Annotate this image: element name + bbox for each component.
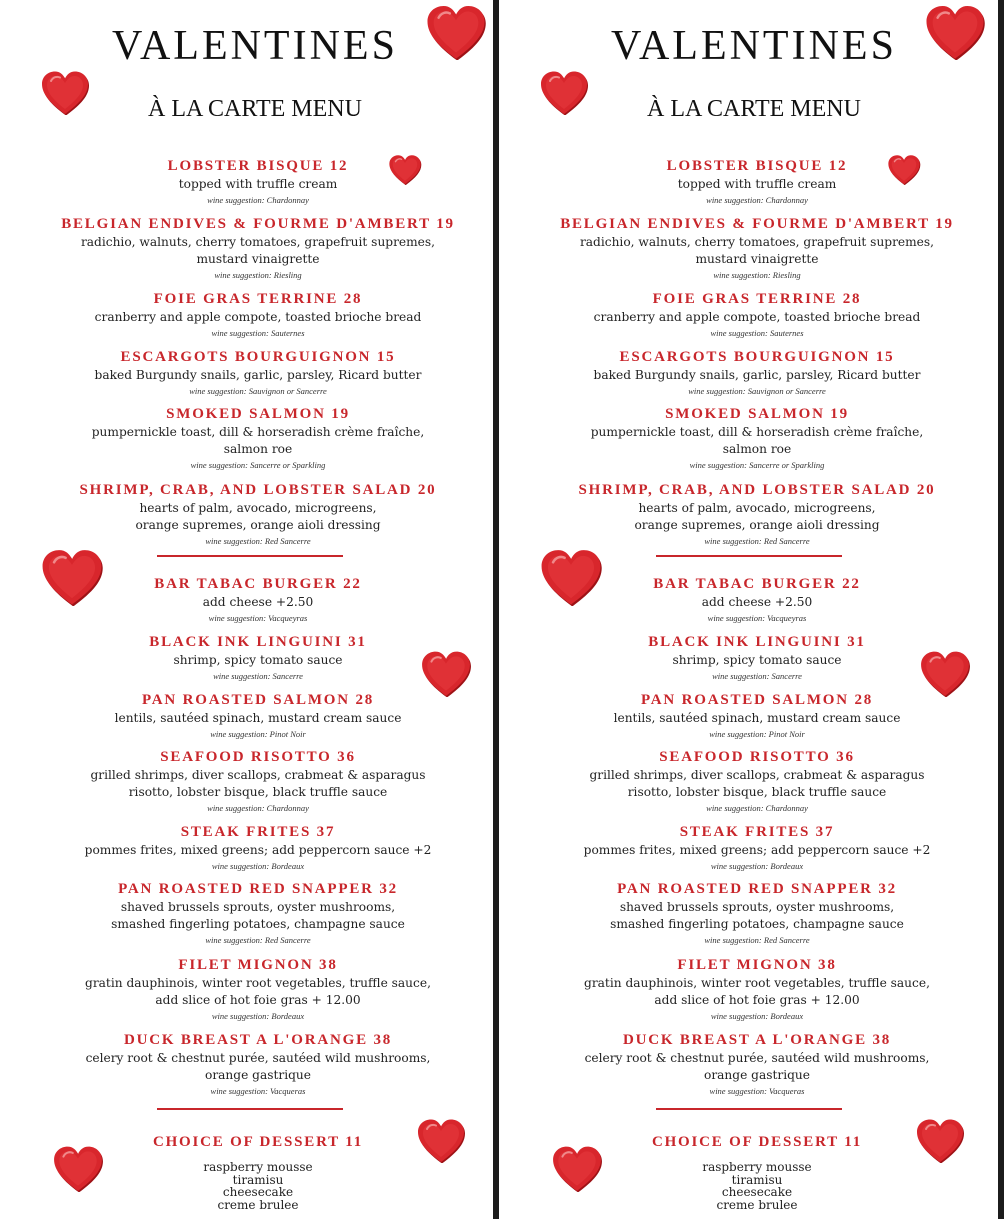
menu-item-name: ESCARGOTS BOURGUIGNON 15 (619, 349, 895, 365)
menu-item-description: baked Burgundy snails, garlic, parsley, Ricard butter (94, 368, 422, 382)
menu-item (0, 823, 493, 873)
menu-item-name: DUCK BREAST A L'ORANGE 38 (622, 1032, 892, 1048)
menu-item-description: orange gastrique (704, 1068, 810, 1082)
wine-suggestion: wine suggestion: Sauternes (710, 328, 804, 338)
menu-item-description: topped with truffle cream (677, 177, 837, 191)
menu-item-description: gratin dauphinois, winter root vegetables, truffle sauce, (85, 976, 431, 990)
menu-subtitle: À LA CARTE MENU (647, 96, 861, 122)
menu-item-description: gratin dauphinois, winter root vegetables, truffle sauce, (584, 976, 930, 990)
heart-icon (416, 1118, 466, 1163)
menu-item-name: SEAFOOD RISOTTO 36 (160, 749, 356, 765)
menu-item-description: orange gastrique (205, 1068, 311, 1082)
menu-subtitle: À LA CARTE MENU (148, 96, 362, 122)
menu-item-name: FOIE GRAS TERRINE 28 (153, 291, 363, 307)
menu-item (499, 348, 998, 398)
menu-item-name: BELGIAN ENDIVES & FOURME D'AMBERT 19 (560, 216, 954, 232)
menu-item-description: add slice of hot foie gras + 12.00 (654, 993, 860, 1007)
menu-item-name: BAR TABAC BURGER 22 (154, 576, 362, 592)
menu-item-description: mustard vinaigrette (695, 252, 819, 266)
wine-suggestion: wine suggestion: Chardonnay (706, 803, 808, 813)
menu-item-name: LOBSTER BISQUE 12 (167, 158, 349, 174)
wine-suggestion: wine suggestion: Sancerre (213, 671, 303, 681)
wine-suggestion: wine suggestion: Chardonnay (706, 195, 808, 205)
heart-icon (52, 1145, 104, 1192)
menu-item-name: BELGIAN ENDIVES & FOURME D'AMBERT 19 (61, 216, 455, 232)
heart-icon (924, 4, 986, 60)
wine-suggestion: wine suggestion: Bordeaux (211, 861, 305, 871)
menu-item-description: salmon roe (223, 442, 293, 456)
heart-icon (539, 548, 603, 606)
menu-item-description: shrimp, spicy tomato sauce (173, 653, 343, 667)
menu-item-description: grilled shrimps, diver scallops, crabmeat & asparagus (90, 768, 426, 782)
wine-suggestion: wine suggestion: Vacqueyras (208, 613, 308, 623)
wine-suggestion: wine suggestion: Riesling (713, 270, 801, 280)
wine-suggestion: wine suggestion: Chardonnay (207, 195, 309, 205)
menu-item-name: LOBSTER BISQUE 12 (666, 158, 848, 174)
wine-suggestion: wine suggestion: Red Sancerre (205, 935, 311, 945)
wine-suggestion: wine suggestion: Bordeaux (710, 1011, 804, 1021)
menu-item-description: pumpernickle toast, dill & horseradish crème fraîche, (590, 425, 924, 439)
menu-item (0, 405, 493, 472)
heart-icon (388, 154, 422, 185)
menu-item-name: FILET MIGNON 38 (178, 957, 338, 973)
section-rule (656, 1108, 842, 1110)
menu-item-description: celery root & chestnut purée, sautéed wild mushrooms, (584, 1051, 930, 1065)
menu-item-description: add cheese +2.50 (701, 595, 813, 609)
section-rule (656, 555, 842, 557)
wine-suggestion: wine suggestion: Sauternes (211, 328, 305, 338)
section-rule (157, 555, 343, 557)
menu-item-description: shaved brussels sprouts, oyster mushrooms, (120, 900, 396, 914)
dessert-item: cheesecake (721, 1185, 793, 1199)
menu-item (0, 956, 493, 1023)
dessert-item: tiramisu (232, 1172, 284, 1187)
menu-item-description: salmon roe (722, 442, 792, 456)
menu-item-description: hearts of palm, avocado, microgreens, (139, 501, 377, 515)
menu-item (499, 1031, 998, 1098)
menu-item (499, 748, 998, 815)
menu-item-description: add slice of hot foie gras + 12.00 (155, 993, 361, 1007)
wine-suggestion: wine suggestion: Sauvignon or Sancerre (688, 386, 826, 396)
wine-suggestion: wine suggestion: Vacqueyras (707, 613, 807, 623)
menu-item (499, 823, 998, 873)
dessert-item: creme brulee (217, 1197, 299, 1212)
heart-icon (539, 70, 589, 115)
heart-icon (40, 548, 104, 606)
menu-item-description: pommes frites, mixed greens; add peppercorn sauce +2 (84, 843, 432, 857)
menu-item-description: shrimp, spicy tomato sauce (672, 653, 842, 667)
dessert-item: creme brulee (716, 1197, 798, 1212)
menu-title: VALENTINES (611, 23, 897, 69)
menu-panel-right (499, 0, 998, 1219)
wine-suggestion: wine suggestion: Red Sancerre (704, 935, 810, 945)
menu-item-description: grilled shrimps, diver scallops, crabmeat & asparagus (589, 768, 925, 782)
menu-item (499, 405, 998, 472)
heart-icon (915, 1118, 965, 1163)
menu-item-description: lentils, sautéed spinach, mustard cream sauce (613, 711, 901, 725)
section-rule (157, 1108, 343, 1110)
dessert-item: tiramisu (731, 1172, 783, 1187)
wine-suggestion: wine suggestion: Pinot Noir (210, 729, 306, 739)
menu-item-description: radichio, walnuts, cherry tomatoes, grapefruit supremes, (579, 235, 935, 249)
menu-item-name: BLACK INK LINGUINI 31 (648, 634, 866, 650)
menu-item (0, 215, 493, 282)
wine-suggestion: wine suggestion: Bordeaux (710, 861, 804, 871)
menu-item (0, 290, 493, 340)
wine-suggestion: wine suggestion: Pinot Noir (709, 729, 805, 739)
dessert-item: raspberry mousse (702, 1160, 812, 1174)
menu-item (499, 481, 998, 548)
menu-item-description: shaved brussels sprouts, oyster mushrooms, (619, 900, 895, 914)
menu-item (499, 290, 998, 340)
wine-suggestion: wine suggestion: Sancerre or Sparkling (689, 460, 825, 470)
menu-item-name: PAN ROASTED RED SNAPPER 32 (118, 881, 398, 897)
menu-item-name: FOIE GRAS TERRINE 28 (652, 291, 862, 307)
menu-item-description: risotto, lobster bisque, black truffle sauce (128, 785, 388, 799)
menu-item-name: STEAK FRITES 37 (180, 824, 336, 840)
menu-item-description: pommes frites, mixed greens; add peppercorn sauce +2 (583, 843, 931, 857)
menu-item (0, 481, 493, 548)
menu-item-name: SHRIMP, CRAB, AND LOBSTER SALAD 20 (79, 482, 437, 498)
menu-item-name: BLACK INK LINGUINI 31 (149, 634, 367, 650)
menu-item (499, 691, 998, 741)
right-edge-border (998, 0, 1004, 1219)
menu-item (0, 691, 493, 741)
menu-item-name: PAN ROASTED RED SNAPPER 32 (617, 881, 897, 897)
wine-suggestion: wine suggestion: Sancerre or Sparkling (190, 460, 326, 470)
dessert-item: raspberry mousse (203, 1160, 313, 1174)
wine-suggestion: wine suggestion: Red Sancerre (704, 536, 810, 546)
wine-suggestion: wine suggestion: Chardonnay (207, 803, 309, 813)
menu-item-description: radichio, walnuts, cherry tomatoes, grapefruit supremes, (80, 235, 436, 249)
menu-item-description: topped with truffle cream (178, 177, 338, 191)
menu-item-description: celery root & chestnut purée, sautéed wild mushrooms, (85, 1051, 431, 1065)
menu-item-name: STEAK FRITES 37 (679, 824, 835, 840)
wine-suggestion: wine suggestion: Sancerre (712, 671, 802, 681)
heart-icon (420, 650, 472, 697)
menu-item-description: cranberry and apple compote, toasted brioche bread (593, 310, 921, 324)
menu-item (0, 748, 493, 815)
menu-item-description: smashed fingerling potatoes, champagne sauce (610, 917, 904, 931)
menu-item-name: BAR TABAC BURGER 22 (653, 576, 861, 592)
menu-title: VALENTINES (112, 23, 398, 69)
menu-item-description: hearts of palm, avocado, microgreens, (638, 501, 876, 515)
dessert-title: CHOICE OF DESSERT 11 (152, 1134, 364, 1150)
menu-item-description: risotto, lobster bisque, black truffle sauce (627, 785, 887, 799)
menu-item-description: orange supremes, orange aioli dressing (634, 518, 880, 532)
heart-icon (551, 1145, 603, 1192)
wine-suggestion: wine suggestion: Vacqueras (709, 1086, 805, 1096)
heart-icon (919, 650, 971, 697)
menu-item (0, 1031, 493, 1098)
menu-item-description: add cheese +2.50 (202, 595, 314, 609)
wine-suggestion: wine suggestion: Bordeaux (211, 1011, 305, 1021)
dessert-item: cheesecake (222, 1185, 294, 1199)
menu-item-description: pumpernickle toast, dill & horseradish crème fraîche, (91, 425, 425, 439)
menu-item-name: SHRIMP, CRAB, AND LOBSTER SALAD 20 (578, 482, 936, 498)
menu-item-name: SEAFOOD RISOTTO 36 (659, 749, 855, 765)
menu-item-description: orange supremes, orange aioli dressing (135, 518, 381, 532)
menu-item-description: cranberry and apple compote, toasted brioche bread (94, 310, 422, 324)
heart-icon (425, 4, 487, 60)
menu-item (499, 215, 998, 282)
menu-item-name: DUCK BREAST A L'ORANGE 38 (123, 1032, 393, 1048)
wine-suggestion: wine suggestion: Riesling (214, 270, 302, 280)
menu-item (0, 348, 493, 398)
menu-item-description: lentils, sautéed spinach, mustard cream sauce (114, 711, 402, 725)
menu-item-description: smashed fingerling potatoes, champagne sauce (111, 917, 405, 931)
heart-icon (887, 154, 921, 185)
wine-suggestion: wine suggestion: Sauvignon or Sancerre (189, 386, 327, 396)
menu-item-description: mustard vinaigrette (196, 252, 320, 266)
dessert-title: CHOICE OF DESSERT 11 (651, 1134, 863, 1150)
heart-icon (40, 70, 90, 115)
menu-item-name: PAN ROASTED SALMON 28 (141, 692, 375, 708)
menu-panel-left (0, 0, 493, 1219)
menu-item (0, 880, 493, 947)
menu-item (499, 956, 998, 1023)
menu-item-name: PAN ROASTED SALMON 28 (640, 692, 874, 708)
menu-item (499, 880, 998, 947)
menu-item-name: SMOKED SALMON 19 (166, 406, 350, 422)
menu-item-name: SMOKED SALMON 19 (665, 406, 849, 422)
menu-item (499, 157, 998, 207)
menu-item-name: ESCARGOTS BOURGUIGNON 15 (120, 349, 396, 365)
wine-suggestion: wine suggestion: Vacqueras (210, 1086, 306, 1096)
menu-item-name: FILET MIGNON 38 (677, 957, 837, 973)
wine-suggestion: wine suggestion: Red Sancerre (205, 536, 311, 546)
menu-item-description: baked Burgundy snails, garlic, parsley, Ricard butter (593, 368, 921, 382)
